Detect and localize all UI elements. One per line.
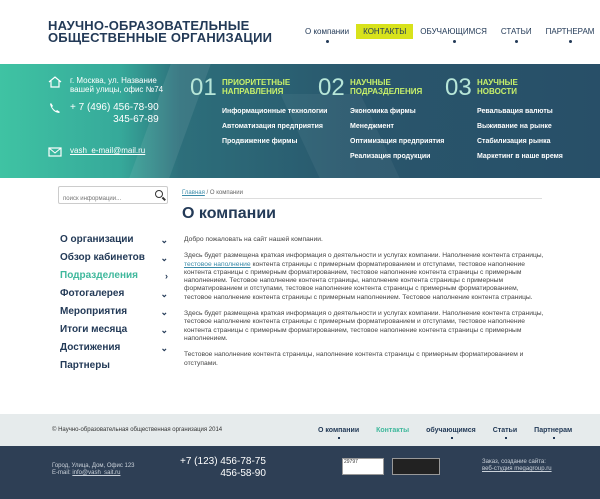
topnav-partners[interactable]: ПАРТНЕРАМ [539, 24, 600, 39]
info-banner [0, 64, 600, 178]
sidebar-nav [60, 232, 168, 376]
column-title[interactable]: НАУЧНЫЕ НОВОСТИ [477, 78, 518, 96]
phone-1: + 7 (496) 456-78-90 [70, 102, 159, 113]
chevron-down-icon: ⌄ [160, 307, 168, 317]
footer-phone-1: +7 (123) 456-78-75 [180, 456, 266, 467]
dot-icon [453, 40, 456, 43]
dot-icon [326, 40, 329, 43]
contact-email[interactable]: vash_e-mail@mail.ru [48, 146, 145, 155]
sidebar-item-organization[interactable]: О организации ⌄ [60, 232, 168, 250]
mail-icon [48, 146, 62, 158]
column-number: 01 [190, 74, 217, 101]
search-box [58, 186, 168, 204]
footer-nav-articles[interactable]: Статьи [493, 427, 517, 434]
column-link[interactable]: Ревальвация валюты [477, 108, 553, 115]
page-title: О компании [182, 205, 276, 222]
column-link[interactable]: Информационные технологии [222, 108, 328, 115]
footer-nav-bar [0, 414, 600, 446]
divider [182, 198, 542, 199]
sidebar-item-rooms[interactable]: Обзор кабинетов ⌄ [60, 250, 168, 268]
top-nav [298, 24, 600, 39]
search-input[interactable] [59, 191, 147, 207]
phone-icon [48, 102, 62, 114]
chevron-down-icon: ⌄ [160, 253, 168, 263]
footer-nav-partners[interactable]: Партнерам [534, 427, 572, 434]
column-link[interactable]: Автоматизация предприятия [222, 123, 323, 130]
sidebar-item-gallery[interactable]: Фотогалерея ⌄ [60, 286, 168, 304]
site-header [0, 0, 600, 64]
footer-phones [180, 456, 266, 480]
content-paragraph: Здесь будет размещена краткая информация о деятельности и услугах компании. Наполнение контента страницы, тестовое наполнение контента страницы с примерным форматированием и отступами, тестовое наполнение контента страницы с примерным форматированием, тестовое наполнение контента страницы с примерным наполнением. [184, 310, 544, 342]
visit-counter[interactable]: 29797 [342, 458, 384, 475]
logo-line1: НАУЧНО-ОБРАЗОВАТЕЛЬНЫЕ [48, 18, 250, 33]
site-credits: Заказ, создание сайта: веб-студия megagroup.ru [482, 459, 552, 472]
dot-icon [515, 40, 518, 43]
footer-nav-contacts[interactable]: Контакты [376, 427, 410, 434]
chevron-right-icon: › [165, 271, 168, 281]
studio-link[interactable]: веб-студия megagroup.ru [482, 466, 552, 472]
column-link[interactable]: Оптимизация предприятия [350, 138, 445, 145]
sidebar-item-events[interactable]: Мероприятия ⌄ [60, 304, 168, 322]
dot-icon [569, 40, 572, 43]
content-link[interactable]: тестовое наполнение [184, 260, 251, 268]
phone-2: 345-67-89 [113, 114, 159, 125]
search-icon[interactable] [155, 190, 163, 198]
column-link[interactable]: Реализация продукции [350, 153, 431, 160]
dot-icon [338, 437, 340, 439]
column-link[interactable]: Экономика фирмы [350, 108, 416, 115]
column-link[interactable]: Стабилизация рынка [477, 138, 551, 145]
footer-nav [318, 427, 589, 434]
breadcrumb-current: О компании [209, 190, 243, 196]
footer-address: Город, Улица, Дом, Офис 123 E-mail: info@vash_sait.ru [52, 463, 135, 476]
column-link[interactable]: Выживание на рынке [477, 123, 552, 130]
dot-icon [505, 437, 507, 439]
contact-address: г. Москва, ул. Название вашей улицы, офис №74 [48, 76, 168, 94]
home-icon [48, 76, 62, 88]
chevron-down-icon: ⌄ [160, 325, 168, 335]
footer-phone-2: 456-58-90 [220, 468, 266, 479]
column-number: 03 [445, 74, 472, 101]
column-link[interactable]: Менеджмент [350, 123, 394, 130]
topnav-about[interactable]: О компании [298, 24, 356, 39]
sidebar-item-partners[interactable]: Партнеры [60, 360, 110, 371]
topnav-articles[interactable]: СТАТЬИ [494, 24, 539, 39]
sidebar-item-results[interactable]: Итоги месяца ⌄ [60, 322, 168, 340]
topnav-students[interactable]: ОБУЧАЮЩИМСЯ [413, 24, 494, 39]
sidebar-item-achievements[interactable]: Достижения ⌄ [60, 340, 168, 358]
chevron-down-icon: ⌄ [160, 235, 168, 245]
contact-block [48, 76, 168, 155]
breadcrumb-home-link[interactable]: Главная [182, 190, 205, 196]
copyright: © Научно-образовательная общественная организация 2014 [52, 427, 223, 433]
stats-counter[interactable] [392, 458, 440, 475]
column-title[interactable]: НАУЧНЫЕ ПОДРАЗДЕЛЕНИЯ [350, 78, 423, 96]
footer-email-link[interactable]: info@vash_sait.ru [72, 470, 121, 476]
content-paragraph: Тестовое наполнение контента страницы, наполнение контента страницы с примерным форматированием и отступами. [184, 351, 524, 367]
footer-nav-about[interactable]: О компании [318, 427, 359, 434]
chevron-down-icon: ⌄ [160, 289, 168, 299]
topnav-contacts[interactable]: КОНТАКТЫ [356, 24, 413, 39]
chevron-down-icon: ⌄ [160, 343, 168, 353]
dot-icon [553, 437, 555, 439]
column-title[interactable]: ПРИОРИТЕТНЫЕ НАПРАВЛЕНИЯ [222, 78, 291, 96]
site-logo[interactable] [48, 20, 272, 44]
content-paragraph: Здесь будет размещена краткая информация о деятельности и услугах компании. Наполнение контента страницы, тестовое наполнение контента страницы с примерным форматированием и отступами, тестовое наполнение контента страницы с примерным форматированием, тестовое наполнение контента страницы с примерным наполнением. Тестовое наполнение контента страницы, наполнение контента страницы с примерным форматированием и отступами, тестовое наполнение контента страницы с примерным форматированием, тестовое наполнение контента страницы с примерным наполнением. Тестовое наполнение контента страницы. [184, 252, 544, 301]
breadcrumb: Главная / О компании [182, 190, 243, 196]
contact-phone [48, 102, 159, 126]
page-content [184, 236, 544, 376]
dot-icon [451, 437, 453, 439]
footer-nav-students[interactable]: обучающимся [426, 427, 476, 434]
column-link[interactable]: Маркетинг в наше время [477, 153, 563, 160]
sidebar-item-departments[interactable]: Подразделения › [60, 268, 168, 286]
intro-paragraph: Добро пожаловать на сайт нашей компании. [184, 236, 323, 243]
logo-line2: ОБЩЕСТВЕННЫЕ ОРГАНИЗАЦИИ [48, 30, 273, 45]
site-footer [0, 446, 600, 499]
column-link[interactable]: Продвижение фирмы [222, 138, 298, 145]
column-number: 02 [318, 74, 345, 101]
